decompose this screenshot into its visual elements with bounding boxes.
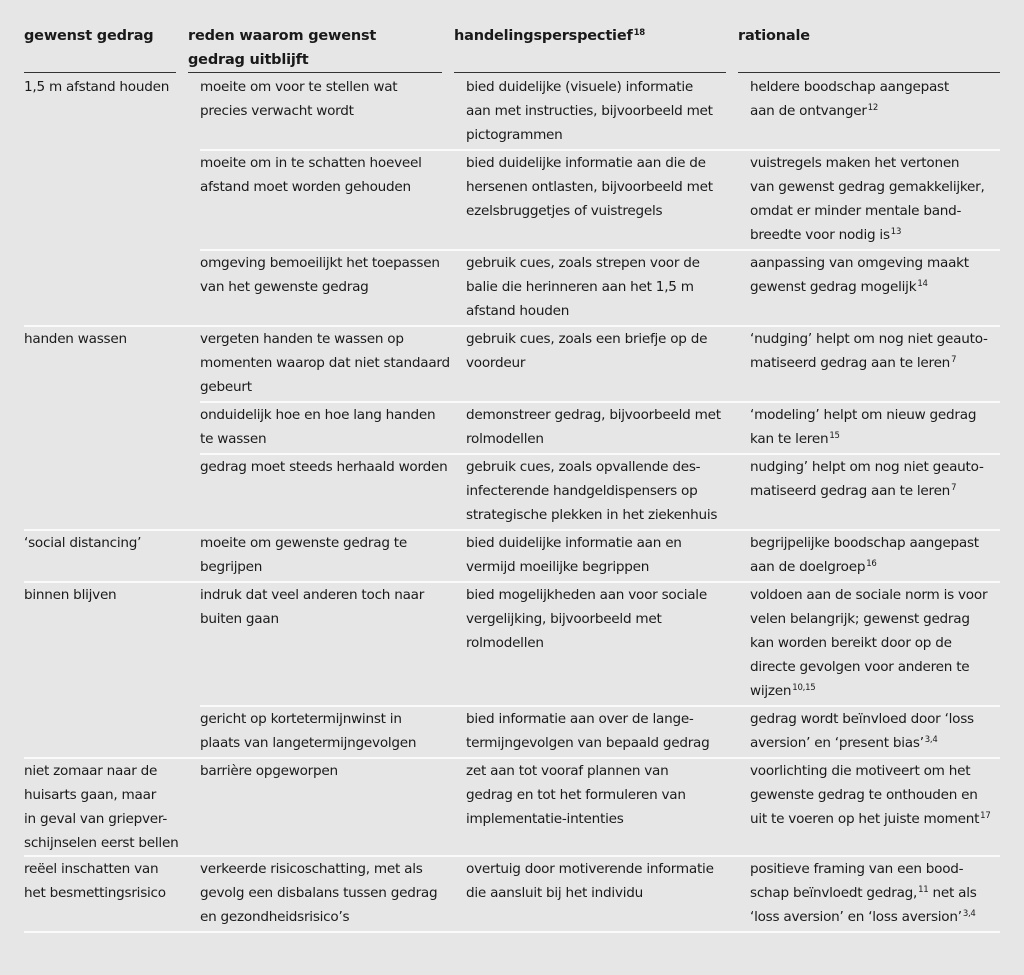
cell-rationale: voldoen aan de sociale norm is voor velen belangrijk; gewenst gedrag kan worden bereikt door op de directe gevolgen voor anderen te wijzen$^{10,15}$ (750, 587, 988, 699)
table-row (200, 149, 1000, 249)
cell-rationale: ‘nudging’ helpt om nog niet geauto- matiseerd gedrag aan te leren$^7$ (750, 331, 988, 371)
table-bottom-rule (24, 931, 1000, 933)
cell-reden: onduidelijk hoe en hoe lang handen te wassen (200, 407, 436, 447)
footnote-ref: 16 (866, 559, 877, 569)
group-rows (200, 531, 1000, 581)
cell-reden: moeite om in te schatten hoeveel afstand moet worden gehouden (200, 155, 422, 195)
cell-rationale: nudging’ helpt om nog niet geauto- matiseerd gedrag aan te leren$^7$ (750, 459, 984, 499)
cell-handelingsperspectief: bied duidelijke informatie aan die de hersenen ontlasten, bijvoorbeeld met ezelsbruggetjes of vuistregels (466, 155, 713, 219)
table-group (24, 529, 1000, 581)
footnote-ref: 11 (918, 885, 929, 895)
table-group (24, 75, 1000, 325)
header-handelingsperspectief: handelingsperspectief$^{18}$ (454, 24, 738, 72)
cell-handelingsperspectief: bied mogelijkheden aan voor sociale vergelijking, bijvoorbeeld met rolmodellen (466, 587, 707, 651)
cell-gewenst-gedrag: handen wassen (24, 331, 127, 347)
table-row (200, 857, 1000, 931)
cell-rationale: aanpassing van omgeving maakt gewenst gedrag mogelijk$^{14}$ (750, 255, 969, 295)
cell-gewenst-gedrag: niet zomaar naar de huisarts gaan, maar in geval van griepver- schijnselen eerst bellen (24, 763, 179, 851)
cell-gewenst-gedrag: ‘social distancing’ (24, 535, 142, 551)
cell-rationale: ‘modeling’ helpt om nieuw gedrag kan te leren$^{15}$ (750, 407, 977, 447)
cell-reden: gedrag moet steeds herhaald worden (200, 459, 448, 475)
table-body (24, 75, 1000, 931)
footnote-ref: 13 (890, 227, 902, 237)
footnote-ref: 3,4 (962, 909, 976, 919)
table-row (200, 583, 1000, 705)
footnote-ref: 18 (633, 28, 646, 38)
table-row (200, 249, 1000, 325)
group-rows (200, 583, 1000, 757)
table-row (200, 705, 1000, 757)
footnote-ref: 14 (917, 279, 928, 289)
cell-rationale: begrijpelijke boodschap aangepast aan de doelgroep$^{16}$ (750, 535, 979, 575)
cell-reden: indruk dat veel anderen toch naar buiten gaan (200, 587, 425, 627)
cell-reden: omgeving bemoeilijkt het toepassen van het gewenste gedrag (200, 255, 440, 295)
cell-gewenst-gedrag: binnen blijven (24, 587, 117, 603)
cell-gewenst-gedrag: reëel inschatten van het besmettingsrisico (24, 861, 166, 901)
table-group (24, 855, 1000, 931)
cell-rationale: vuistregels maken het vertonen van gewenst gedrag gemakkelijker, omdat er minder mentale band- breedte voor nodig $is^{13}$ (750, 155, 985, 243)
cell-handelingsperspectief: demonstreer gedrag, bijvoorbeeld met rolmodellen (466, 407, 721, 447)
footnote-ref: 10,15 (792, 683, 816, 693)
group-rows (200, 759, 1000, 855)
cell-handelingsperspectief: overtuig door motiverende informatie die aansluit bij het individu (466, 861, 714, 901)
table-row (200, 401, 1000, 453)
cell-rationale: heldere boodschap aangepast aan de ontvanger$^{12}$ (750, 79, 949, 119)
cell-rationale: gedrag wordt beïnvloed door ‘loss aversion’ en ‘present bias’$^{3,4}$ (750, 711, 974, 751)
cell-handelingsperspectief: gebruik cues, zoals een briefje op de voordeur (466, 331, 708, 371)
footnote-ref: 15 (829, 431, 840, 441)
cell-rationale: voorlichting die motiveert om het gewenste gedrag te onthouden en uit te voeren op het juiste moment$^{17}$ (750, 763, 991, 827)
table-group (24, 581, 1000, 757)
cell-handelingsperspectief: gebruik cues, zoals strepen voor de balie die herinneren aan het 1,5 m afstand houden (466, 255, 700, 319)
table-group (24, 325, 1000, 529)
behavior-table (24, 24, 1000, 933)
table-row (200, 531, 1000, 581)
header-reden: reden waarom gewenst gedrag uitblijft (188, 24, 454, 72)
header-gewenst-gedrag: gewenst gedrag (24, 24, 188, 72)
footnote-ref: 7 (951, 355, 957, 365)
footnote-ref: 3,4 (924, 735, 938, 745)
cell-reden: moeite om voor te stellen wat precies verwacht wordt (200, 79, 398, 119)
cell-handelingsperspectief: bied duidelijke (visuele) informatie aan met instructies, bijvoorbeeld met pictogrammen (466, 79, 713, 143)
table-row (200, 759, 1000, 855)
table-header (24, 24, 1000, 72)
cell-handelingsperspectief: gebruik cues, zoals opvallende des- infecterende handgeldispensers op strategische plekken in het ziekenhuis (466, 459, 718, 523)
table-group (24, 757, 1000, 855)
cell-reden: verkeerde risicoschatting, met als gevolg een disbalans tussen gedrag en gezondheidsrisico’s (200, 861, 438, 925)
group-rows (200, 857, 1000, 931)
cell-reden: moeite om gewenste gedrag te begrijpen (200, 535, 407, 575)
header-rationale: rationale (738, 24, 1000, 72)
cell-reden: barrière opgeworpen (200, 763, 338, 779)
cell-handelingsperspectief: zet aan tot vooraf plannen van gedrag en tot het formuleren van implementatie-intenties (466, 763, 686, 827)
table-row (200, 453, 1000, 529)
group-rows (200, 327, 1000, 529)
cell-rationale: positieve framing van een bood- schap beïnvloedt gedrag,$^{11}$ net als ‘loss aversion’ en ‘loss aversion’$^{3,4}$ (750, 861, 977, 925)
footnote-ref: 7 (951, 483, 957, 493)
table-row (200, 327, 1000, 401)
cell-gewenst-gedrag: 1,5 m afstand houden (24, 79, 170, 95)
footnote-ref: 17 (980, 811, 991, 821)
group-rows (200, 75, 1000, 325)
footnote-ref: 12 (867, 103, 879, 113)
cell-reden: vergeten handen te wassen op momenten waarop dat niet standaard gebeurt (200, 331, 450, 395)
cell-reden: gericht op kortetermijnwinst in plaats van langetermijngevolgen (200, 711, 417, 751)
cell-handelingsperspectief: bied informatie aan over de lange- termijngevolgen van bepaald gedrag (466, 711, 710, 751)
cell-handelingsperspectief: bied duidelijke informatie aan en vermijd moeilijke begrippen (466, 535, 682, 575)
table-row (200, 75, 1000, 149)
